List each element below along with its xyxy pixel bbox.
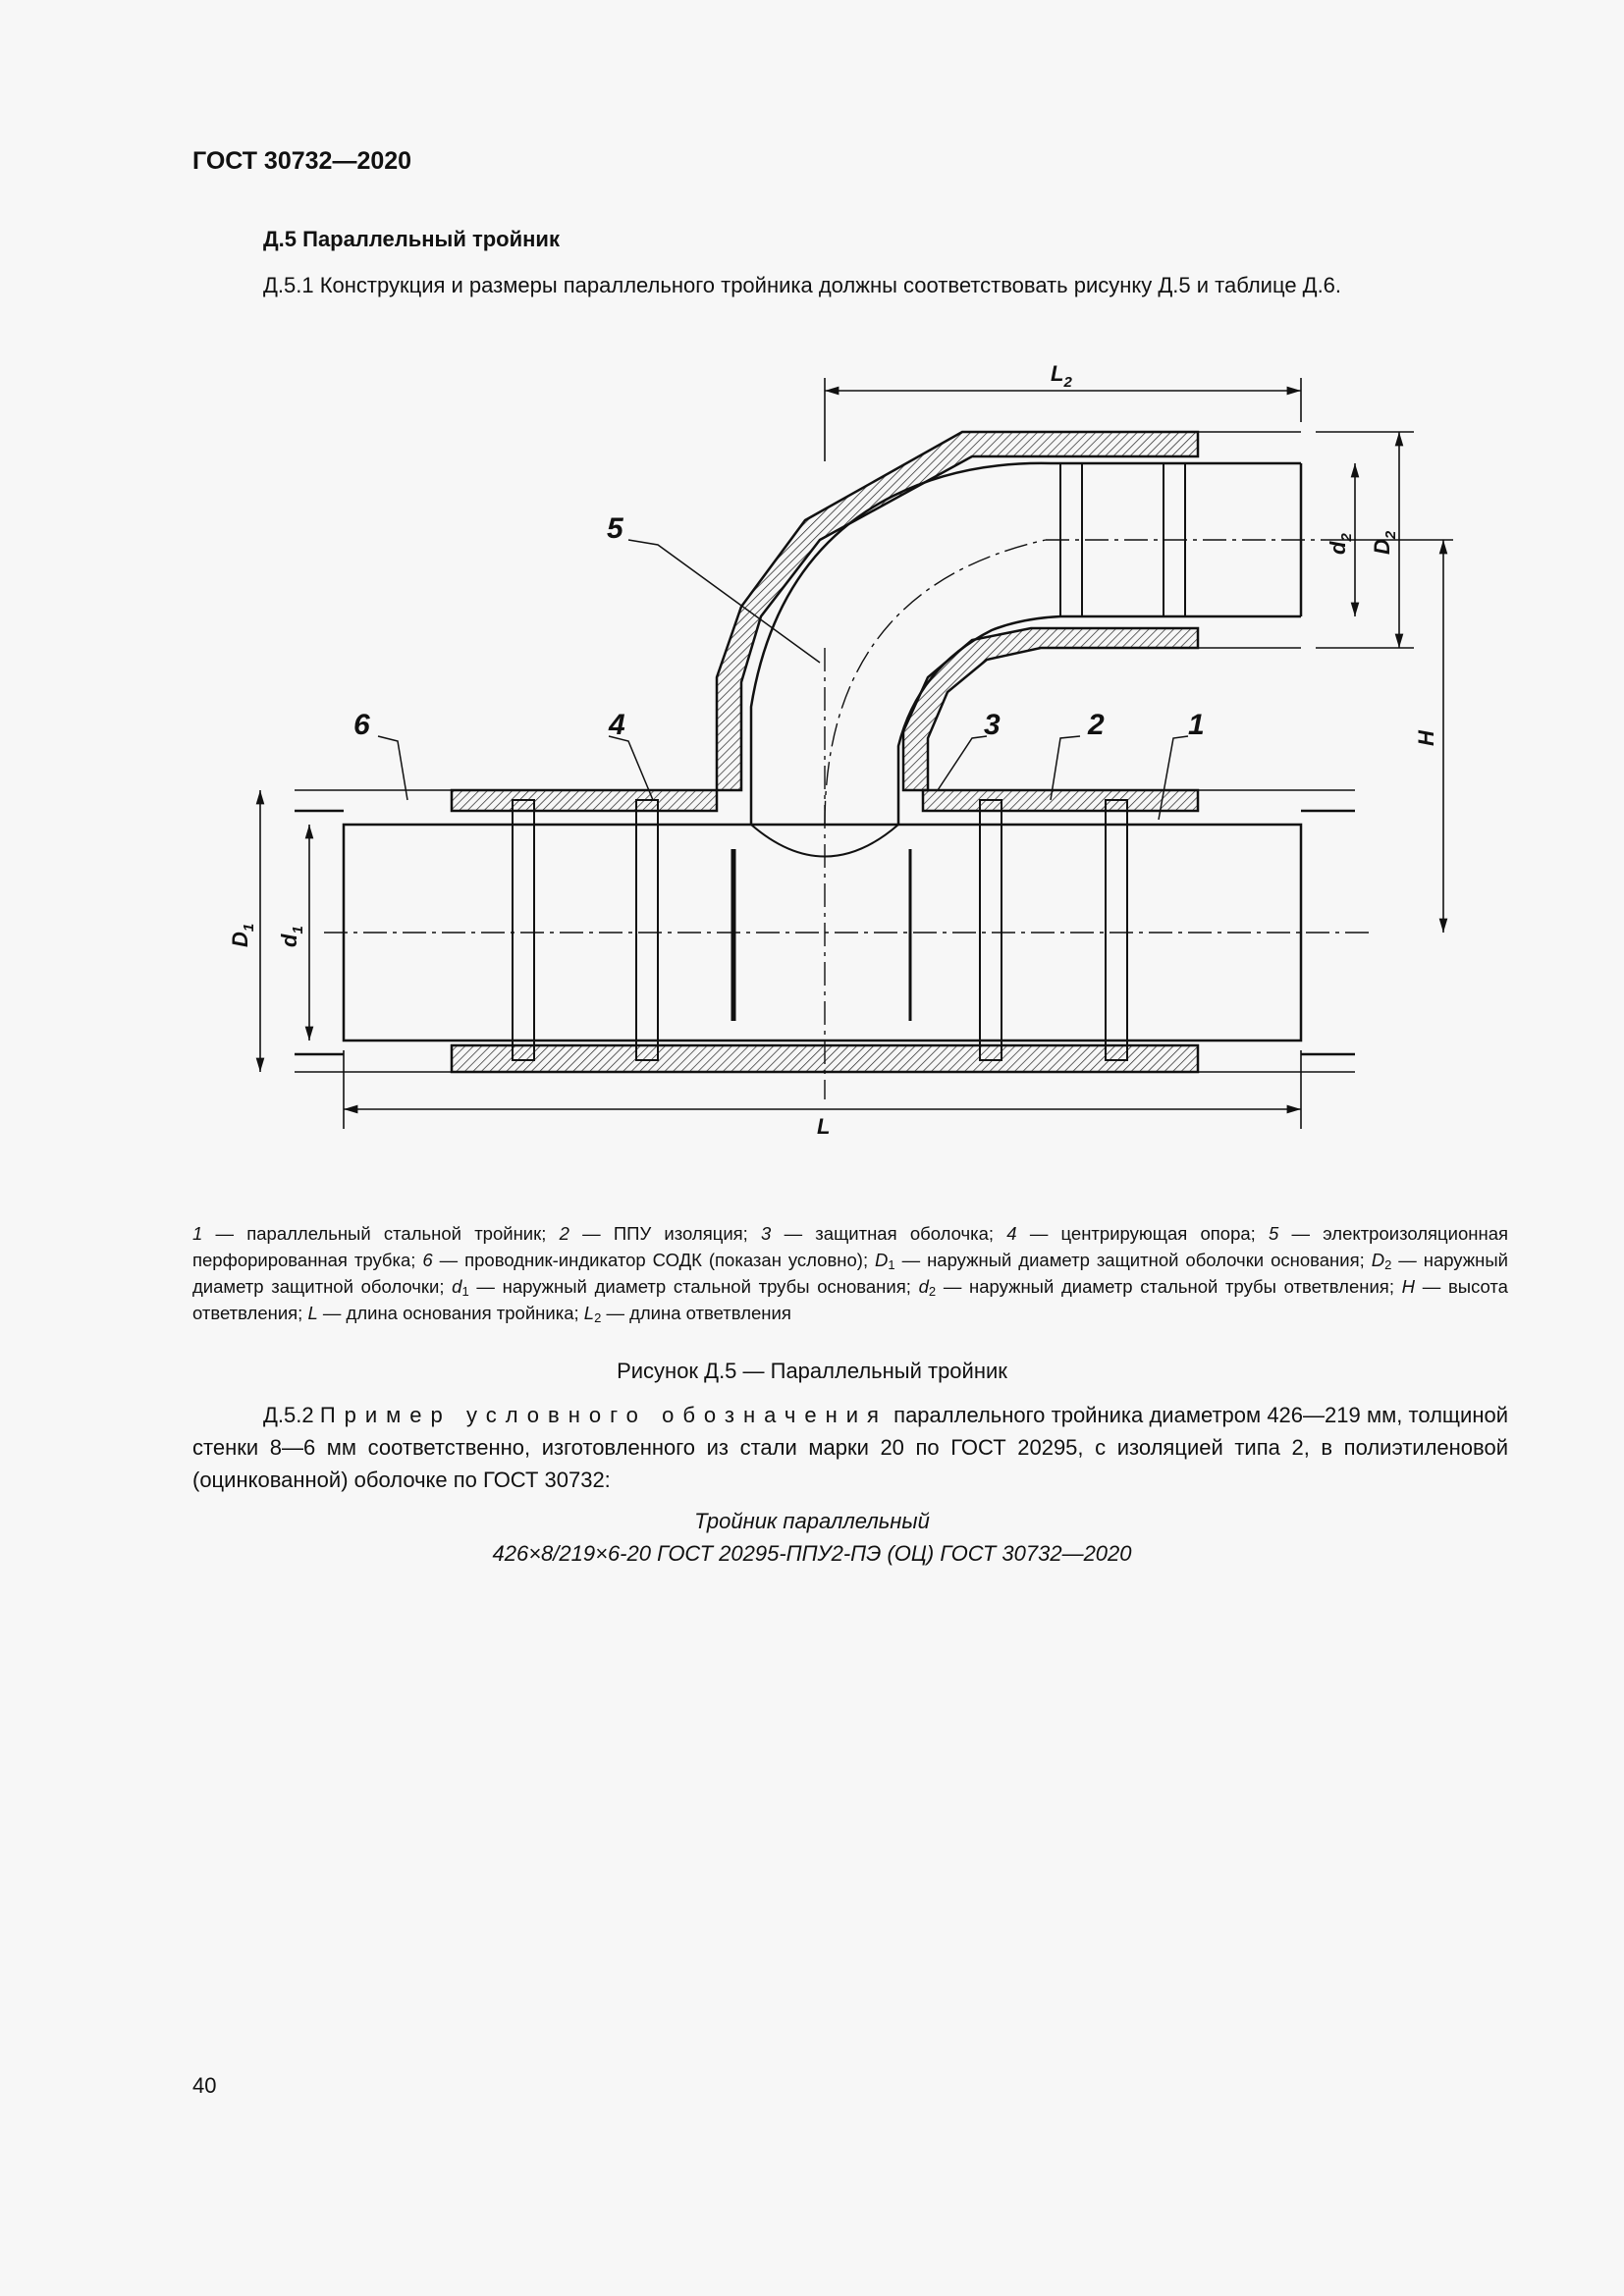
dim-D2: $D_2$ (1370, 530, 1399, 555)
dim-d1: $d_1$ (277, 926, 306, 947)
casing-top-right (923, 790, 1198, 811)
tee-drawing (216, 353, 1453, 1158)
callout-labels (353, 512, 1205, 741)
document-header: ГОСТ 30732—2020 (192, 147, 412, 175)
casing-elbow-outer (717, 432, 1198, 790)
designation-line-2: 426×8/219×6-20 ГОСТ 20295-ППУ2-ПЭ (ОЦ) ГОСТ 30732—2020 (492, 1541, 1132, 1566)
dim-D1: $D_1$ (228, 923, 257, 947)
dim-L2: $L_2$ (1051, 361, 1072, 391)
designation-line-1: Тройник параллельный (694, 1509, 930, 1533)
dim-d2: $d_2$ (1326, 533, 1355, 555)
figure-legend: 1 — параллельный стальной тройник; 2 — ППУ изоляция; 3 — защитная оболочка; 4 — центрирующая опора; 5 — электроизоляционная перфорированная трубка; 6 — проводник-индикатор СОДК (показан условно); $D_1$ — наружный диаметр защитной оболочки основания; $D_2$ — наружный диаметр защитной оболочки; $d_1$ — наружный диаметр стальной трубы основания; $d_2$ — наружный диаметр стальной трубы ответвления; H — высота ответвления; L — длина основания тройника; $L_2$ — длина ответвления (192, 1223, 1509, 1325)
callout-5: 5 (607, 512, 623, 545)
callout-1: 1 (1188, 709, 1205, 741)
paragraph-d52: Д.5.2 Пример условного обозначения параллельного тройника диаметром 426—219 мм, толщиной стенки 8—6 мм соответственно, изготовленного из стали марки 20 по ГОСТ 20295, с изоляцией типа 2, в полиэтиленовой (оцинкованной) оболочке по ГОСТ 30732: (192, 1403, 1508, 1492)
dim-L: L (817, 1114, 831, 1139)
centering-supports (513, 800, 1127, 1060)
designation-example (0, 1505, 1624, 1570)
figure-caption: Рисунок Д.5 — Параллельный тройник (617, 1359, 1007, 1383)
page-number: 40 (192, 2073, 217, 2098)
dimension-labels (228, 361, 1438, 1139)
callout-4: 4 (609, 709, 625, 741)
section-title: Д.5 Параллельный тройник (263, 227, 560, 251)
paragraph-d51: Д.5.1 Конструкция и размеры параллельного тройника должны соответствовать рисунку Д.5 и таблице Д.6. (263, 273, 1342, 297)
casing-top-left (452, 790, 717, 811)
callout-2: 2 (1088, 709, 1105, 741)
indicator-wires (733, 849, 910, 1021)
callout-3: 3 (984, 709, 1001, 741)
callout-6: 6 (353, 709, 370, 741)
casing-elbow-inner (903, 628, 1198, 790)
dim-H: H (1414, 730, 1438, 746)
center-lines (324, 540, 1375, 1099)
